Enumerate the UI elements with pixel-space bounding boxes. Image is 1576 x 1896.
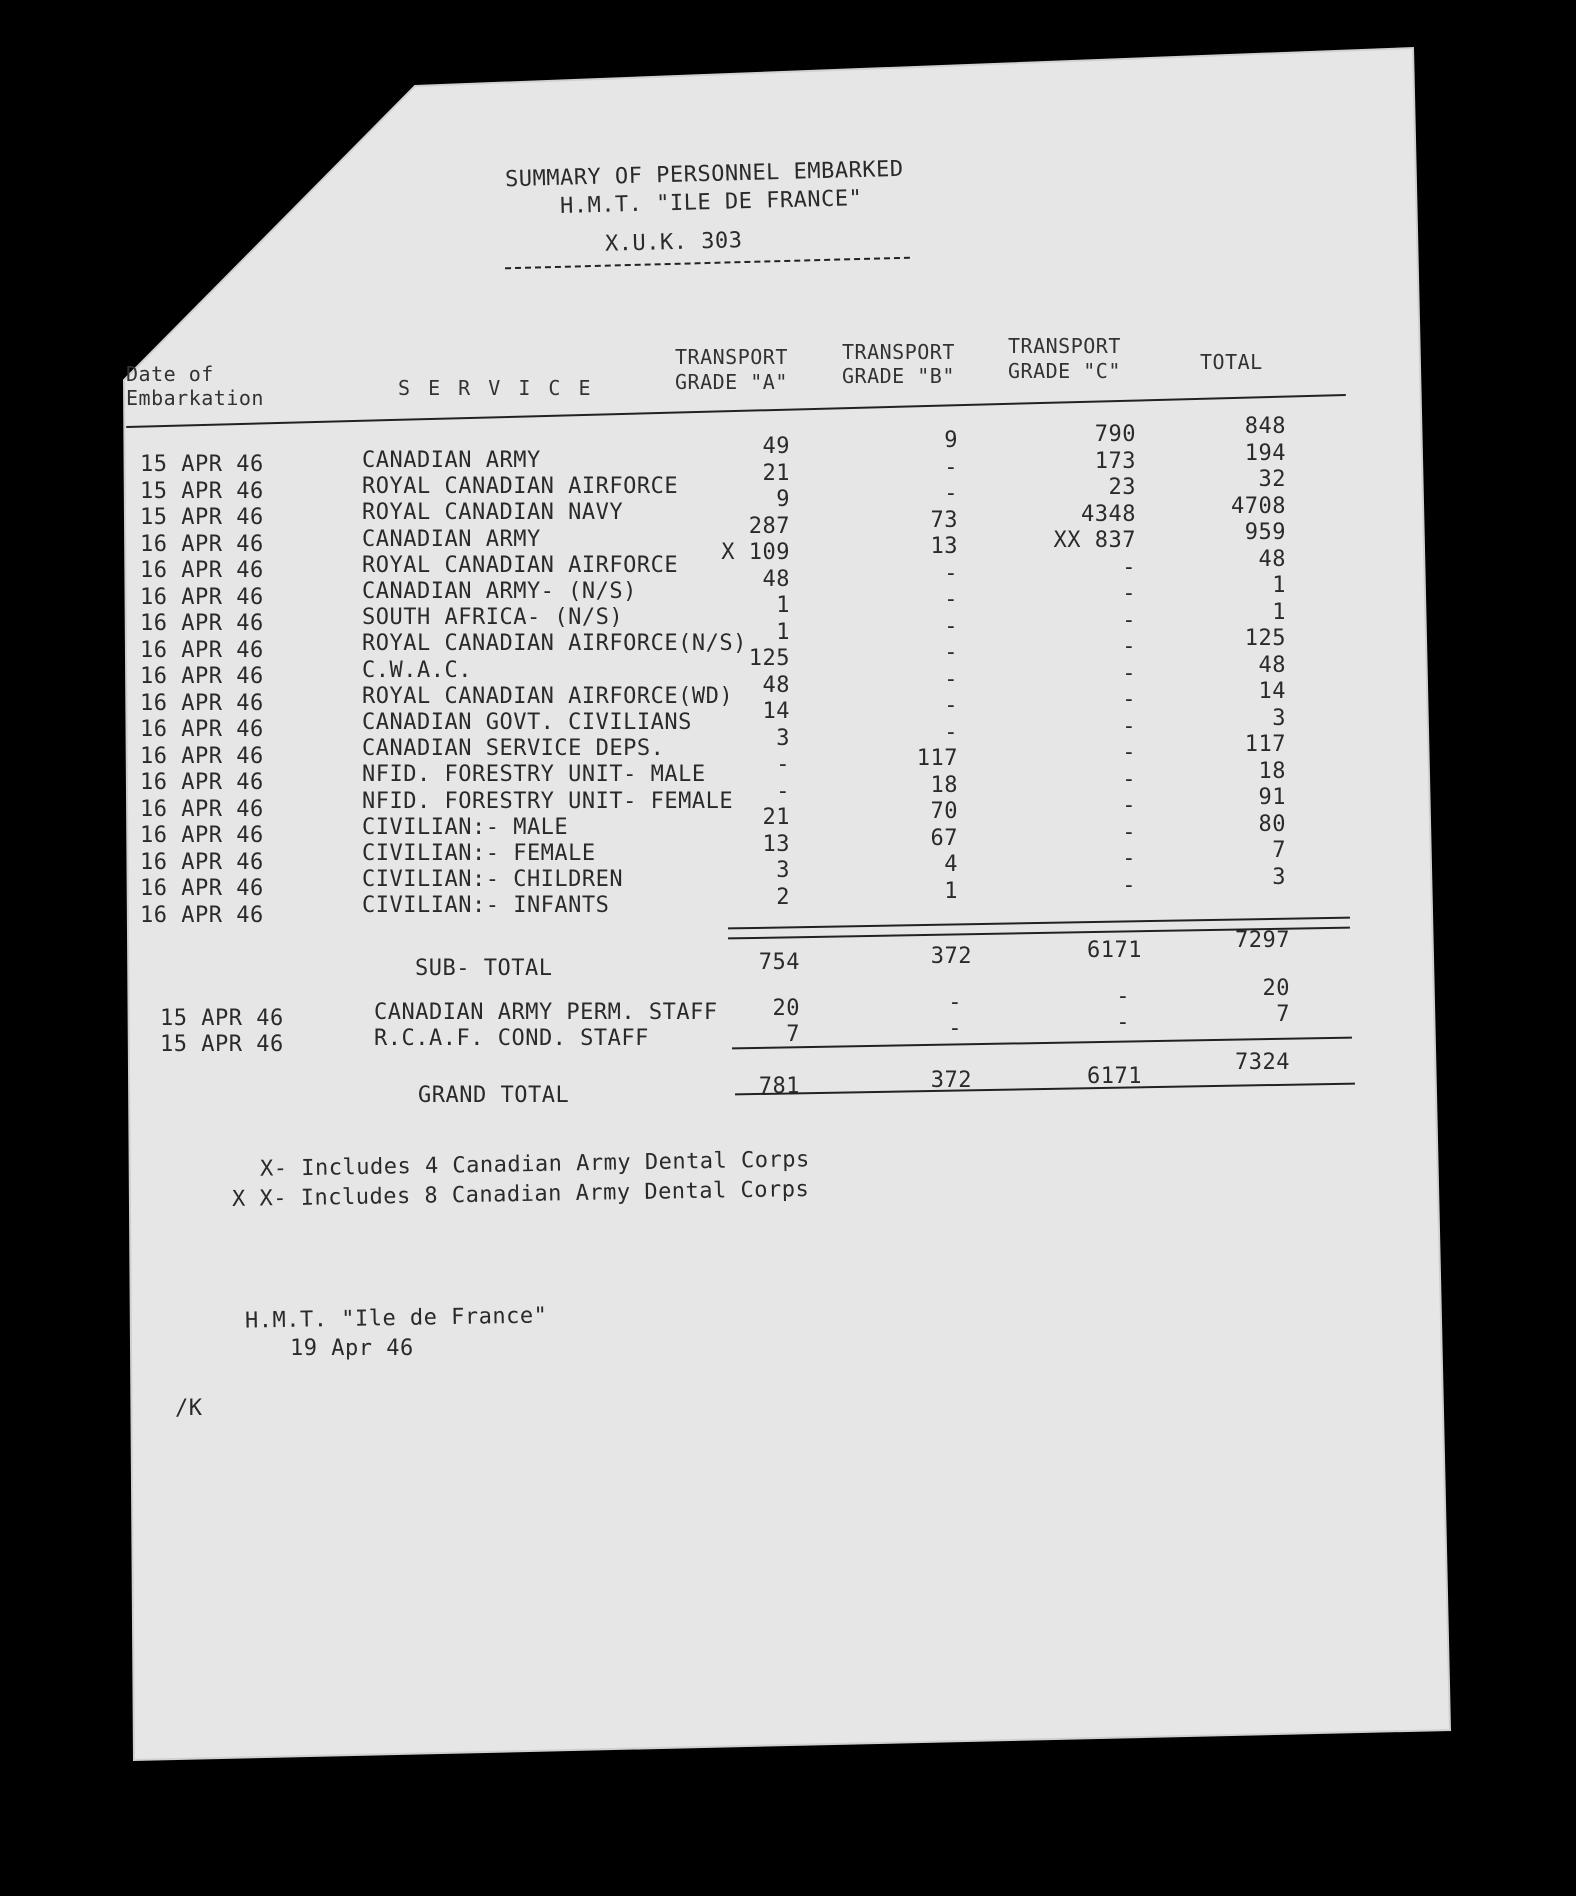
row-grade-c: XX 837 [1053, 528, 1136, 553]
row-grade-b: - [944, 481, 958, 506]
row-date: 16 APR 46 [140, 690, 264, 716]
row-grade-b: 1 [944, 878, 958, 904]
title-line-3: X.U.K. 303 [604, 228, 743, 257]
grand-total-grade-b: 372 [930, 1068, 972, 1093]
staff-row-grade-b: - [948, 990, 962, 1015]
row-service: ROYAL CANADIAN AIRFORCE [362, 552, 679, 578]
header-total: TOTAL [1200, 350, 1263, 374]
header-grade-c-line-2: GRADE "C" [1008, 359, 1121, 383]
row-grade-b: 13 [930, 534, 958, 559]
subtotal-label: SUB- TOTAL [415, 956, 553, 981]
row-service: CANADIAN GOVT. CIVILIANS [362, 710, 692, 735]
row-total: 1 [1272, 599, 1286, 625]
subtotal-grade-b: 372 [930, 944, 972, 969]
row-date: 16 APR 46 [140, 558, 264, 583]
row-total: 48 [1258, 652, 1286, 678]
signature-ship: H.M.T. "Ile de France" [244, 1303, 548, 1334]
row-service: SOUTH AFRICA- (N/S) [362, 605, 624, 631]
row-total: 14 [1258, 679, 1286, 704]
row-grade-a: 3 [776, 858, 790, 883]
row-grade-b: - [944, 454, 958, 480]
row-grade-a: 287 [748, 513, 790, 539]
row-grade-c: 790 [1094, 422, 1136, 447]
row-grade-a: 48 [762, 672, 790, 698]
header-date-line-2: Embarkation [126, 386, 264, 410]
header-service: S E R V I C E [398, 376, 594, 400]
row-date: 16 APR 46 [140, 849, 264, 875]
row-service: CANADIAN ARMY- (N/S) [362, 579, 637, 604]
row-service: ROYAL CANADIAN AIRFORCE [362, 474, 679, 500]
row-grade-a: 3 [776, 725, 790, 751]
footnote-2: X X- Includes 8 Canadian Army Dental Corps [231, 1176, 810, 1213]
row-grade-b: 9 [944, 428, 958, 453]
row-grade-b: - [944, 666, 958, 692]
row-grade-c: - [1122, 793, 1136, 818]
row-grade-c: - [1122, 634, 1136, 659]
subtotal-grade-a: 754 [758, 950, 800, 975]
row-total: 848 [1244, 414, 1286, 439]
row-grade-c: - [1122, 687, 1136, 712]
title-line-2: H.M.T. "ILE DE FRANCE" [559, 186, 863, 219]
row-grade-a: 2 [776, 884, 790, 910]
row-grade-a: 125 [748, 646, 790, 671]
row-grade-c: - [1122, 554, 1136, 580]
row-date: 16 APR 46 [140, 664, 264, 689]
row-grade-c: - [1122, 872, 1136, 898]
row-service: CANADIAN SERVICE DEPS. [362, 736, 665, 762]
row-grade-a: 21 [762, 805, 790, 830]
row-grade-b: 67 [930, 825, 958, 851]
row-date: 16 APR 46 [140, 876, 264, 901]
row-total: 4708 [1231, 493, 1286, 519]
row-grade-c: 23 [1108, 475, 1136, 500]
row-service: CIVILIAN:- FEMALE [362, 841, 596, 866]
row-date: 16 APR 46 [140, 637, 264, 663]
staff-row-service: CANADIAN ARMY PERM. STAFF [374, 1000, 718, 1025]
row-grade-c: - [1122, 607, 1136, 633]
header-grade-a-line-1: TRANSPORT [675, 345, 788, 369]
staff-row-total: 20 [1262, 976, 1290, 1001]
row-total: 117 [1244, 732, 1286, 757]
row-grade-c: - [1122, 846, 1136, 871]
row-total: 125 [1244, 626, 1286, 651]
row-grade-b: - [944, 693, 958, 718]
staff-row-date: 15 APR 46 [160, 1006, 284, 1031]
signature-date: 19 Apr 46 [290, 1336, 414, 1361]
row-service: CIVILIAN:- INFANTS [362, 893, 610, 919]
grand-total-total: 7324 [1235, 1050, 1290, 1075]
row-total: 7 [1272, 838, 1286, 863]
row-date: 16 APR 46 [140, 796, 264, 822]
row-date: 16 APR 46 [140, 611, 264, 636]
row-grade-a: 1 [776, 619, 790, 645]
row-grade-b: 73 [930, 507, 958, 533]
row-grade-b: 18 [930, 772, 958, 798]
staff-row-grade-a: 20 [772, 996, 800, 1021]
row-total: 18 [1258, 758, 1286, 784]
row-service: CANADIAN ARMY [362, 526, 541, 552]
staff-row-service: R.C.A.F. COND. STAFF [374, 1026, 649, 1051]
row-grade-a: X 109 [721, 540, 790, 565]
row-grade-b: - [944, 560, 958, 586]
row-date: 16 APR 46 [140, 902, 264, 928]
row-date: 15 APR 46 [140, 452, 264, 477]
row-grade-a: 14 [762, 699, 790, 724]
row-grade-b: - [944, 640, 958, 665]
row-grade-c: - [1122, 819, 1136, 845]
row-total: 194 [1244, 440, 1286, 466]
row-grade-a: 13 [762, 831, 790, 857]
row-grade-a: 9 [776, 487, 790, 512]
row-total: 48 [1258, 546, 1286, 572]
row-grade-a: 1 [776, 593, 790, 618]
staff-row-grade-c: - [1116, 984, 1130, 1009]
row-grade-a: 49 [762, 434, 790, 459]
row-total: 32 [1258, 467, 1286, 492]
row-grade-c: - [1122, 713, 1136, 739]
row-total: 3 [1272, 705, 1286, 731]
row-date: 16 APR 46 [140, 743, 264, 769]
row-date: 16 APR 46 [140, 717, 264, 742]
row-grade-b: - [944, 613, 958, 639]
row-service: NFID. FORESTRY UNIT- MALE [362, 762, 706, 788]
row-grade-a: 48 [762, 566, 790, 592]
row-grade-c: - [1122, 660, 1136, 686]
row-grade-b: 4 [944, 852, 958, 877]
title-line-1: SUMMARY OF PERSONNEL EMBARKED [504, 156, 904, 193]
row-grade-a: 21 [762, 460, 790, 486]
row-date: 16 APR 46 [140, 770, 264, 795]
row-grade-c: - [1122, 740, 1136, 765]
row-grade-b: 70 [930, 799, 958, 824]
row-service: CIVILIAN:- CHILDREN [362, 867, 624, 893]
grand-total-label: GRAND TOTAL [418, 1083, 570, 1108]
row-grade-c: 173 [1094, 448, 1136, 474]
row-service: ROYAL CANADIAN AIRFORCE(WD) [362, 683, 734, 709]
row-total: 1 [1272, 573, 1286, 598]
subtotal-grade-c: 6171 [1087, 938, 1142, 963]
staff-row-grade-b: - [948, 1016, 962, 1041]
row-grade-c: - [1122, 766, 1136, 792]
row-date: 16 APR 46 [140, 823, 264, 848]
row-grade-a: - [776, 778, 790, 804]
staff-row-grade-a: 7 [786, 1022, 800, 1047]
header-grade-a-line-2: GRADE "A" [675, 370, 788, 394]
row-total: 3 [1272, 864, 1286, 890]
row-grade-a: - [776, 752, 790, 777]
row-service: CANADIAN ARMY [362, 448, 541, 473]
row-service: NFID. FORESTRY UNIT- FEMALE [362, 788, 734, 814]
row-grade-b: 117 [916, 746, 958, 771]
header-grade-b-line-2: GRADE "B" [842, 364, 955, 388]
initials: /K [175, 1396, 203, 1421]
row-date: 15 APR 46 [140, 478, 264, 504]
header-grade-b-line-1: TRANSPORT [842, 340, 955, 364]
row-total: 91 [1258, 785, 1286, 810]
row-date: 15 APR 46 [140, 505, 264, 530]
row-grade-c: - [1122, 581, 1136, 606]
staff-row-date: 15 APR 46 [160, 1032, 284, 1057]
row-grade-b: - [944, 587, 958, 612]
subtotal-total: 7297 [1235, 928, 1290, 953]
row-grade-c: 4348 [1081, 501, 1136, 527]
row-grade-b: - [944, 719, 958, 745]
row-service: ROYAL CANADIAN NAVY [362, 500, 624, 526]
row-service: CIVILIAN:- MALE [362, 814, 569, 840]
row-date: 16 APR 46 [140, 531, 264, 557]
row-total: 959 [1244, 520, 1286, 545]
staff-row-grade-c: - [1116, 1010, 1130, 1035]
header-grade-c-line-1: TRANSPORT [1008, 334, 1121, 358]
row-date: 16 APR 46 [140, 584, 264, 610]
grand-total-grade-a: 781 [758, 1074, 800, 1099]
grand-total-grade-c: 6171 [1087, 1064, 1142, 1089]
header-date-line-1: Date of [126, 362, 214, 386]
staff-row-total: 7 [1276, 1002, 1290, 1027]
row-total: 80 [1258, 811, 1286, 837]
row-service: C.W.A.C. [362, 657, 472, 683]
row-service: ROYAL CANADIAN AIRFORCE(N/S) [362, 631, 747, 657]
footnote-1: X- Includes 4 Canadian Army Dental Corps [259, 1147, 810, 1182]
